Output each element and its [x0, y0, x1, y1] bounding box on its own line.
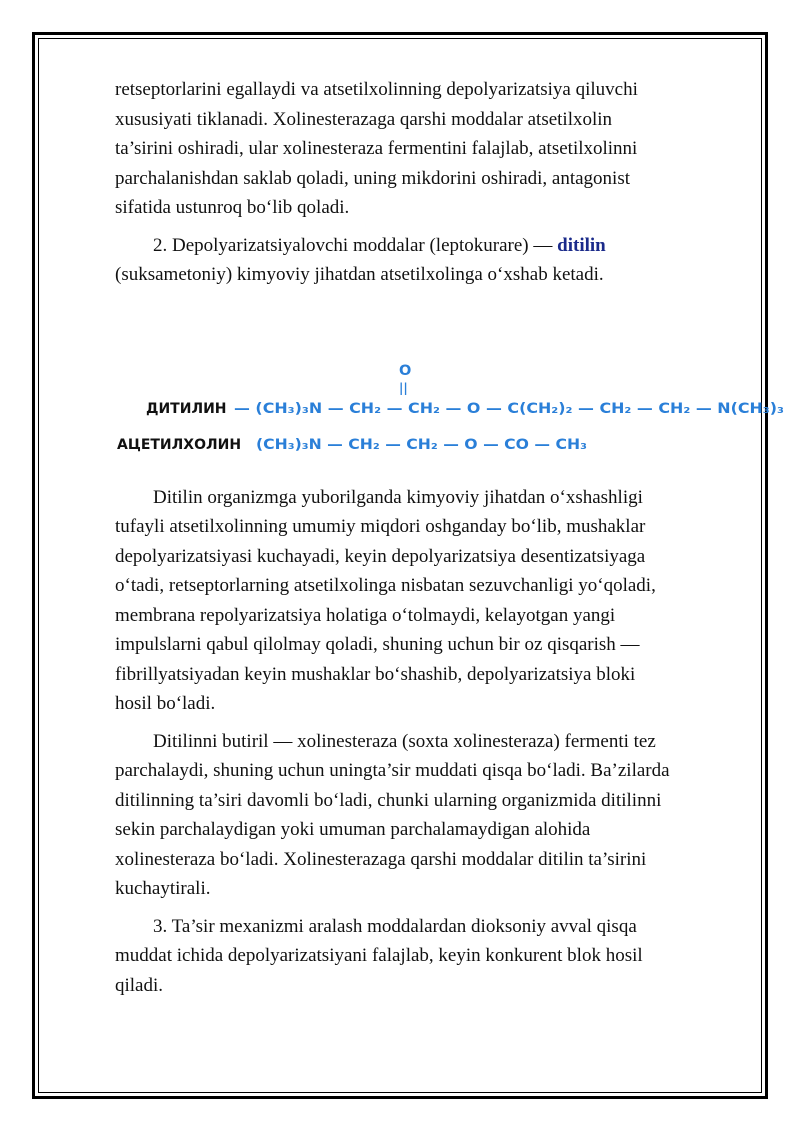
text-line [115, 231, 720, 261]
formula-space [115, 290, 720, 483]
paragraph-5 [115, 912, 720, 1001]
text-line: Ditilinni butiril — xolinesteraza (soxta xolinesteraza) fermenti tez [153, 730, 656, 752]
text-line: o‘tadi, retseptorlarning atsetilxolinga nisbatan sezuvchanligi yo‘qoladi, [115, 575, 656, 596]
paragraph-4 [115, 727, 720, 904]
text-line: parchalaydi, shuning uchun uningta’sir muddati qisqa bo‘ladi. Ba’zilarda [115, 760, 670, 781]
text-line: impulslarni qabul qilolmay qoladi, shuning uchun bir oz qisqarish — [115, 634, 640, 655]
document-body [115, 75, 720, 1000]
ditilin-formula: — (CH₃)₃N — CH₂ — CH₂ — O — C(CH₂)₂ — CH₂ — CH₂ — N(CH₃)₃ [234, 401, 784, 417]
double-bond-mark: || [399, 381, 408, 395]
text-line: tufayli atsetilxolinning umumiy miqdori oshganday bo‘lib, mushaklar [115, 516, 646, 537]
text-line: fibrillyatsiyadan keyin mushaklar bo‘shashib, depolyarizatsiya bloki [115, 663, 636, 685]
text-line: ditilinning ta’siri davomli bo‘ladi, chunki ularning organizmida ditilinni [115, 789, 662, 811]
text-line: ta’sirini oshiradi, ular xolinesteraza fermentini falajlab, atsetilxolinni [115, 138, 638, 159]
text-line: xolinesteraza bo‘ladi. Xolinesterazaga qarshi moddalar ditilin ta’sirini [115, 848, 647, 870]
text-line: membrana repolyarizatsiya holatiga o‘tolmaydi, kelayotgan yangi [115, 604, 616, 626]
ditilin-term: ditilin [557, 234, 606, 256]
text-span: 2. Depolyarizatsiyalovchi moddalar (leptokurare) — [153, 234, 558, 256]
text-line: kuchaytirali. [115, 878, 211, 899]
paragraph-3 [115, 483, 720, 719]
text-line: Ditilin organizmga yuborilganda kimyoviy jihatdan o‘xshashligi [153, 486, 643, 508]
acetylcholine-label: АЦЕТИЛХОЛИН [117, 437, 242, 453]
text-line: xususiyati tiklanadi. Xolinesterazaga qarshi moddalar atsetilxolin [115, 108, 613, 130]
text-line: sifatida ustunroq bo‘lib qoladi. [115, 197, 350, 218]
text-line: retseptorlarini egallaydi va atsetilxolinning depolyarizatsiya qiluvchi [115, 79, 638, 100]
text-line: (suksametoniy) kimyoviy jihatdan atsetilxolinga o‘xshab ketadi. [115, 264, 604, 285]
carbonyl-oxygen: O [399, 363, 412, 379]
ditilin-label: ДИТИЛИН [146, 401, 227, 417]
text-line: parchalanishdan saklab qoladi, uning mikdorini oshiradi, antagonist [115, 167, 631, 189]
text-line: 3. Ta’sir mexanizmi aralash moddalardan dioksoniy avval qisqa [153, 915, 637, 937]
acetylcholine-formula: (CH₃)₃N — CH₂ — CH₂ — O — CO — CH₃ [256, 437, 587, 453]
text-line: sekin parchalaydigan yoki umuman parchalamaydigan alohida [115, 819, 591, 840]
paragraph-1 [115, 75, 720, 223]
text-line: depolyarizatsiyasi kuchayadi, keyin depolyarizatsiya desentizatsiyaga [115, 545, 646, 567]
text-line: hosil bo‘ladi. [115, 693, 216, 714]
text-line: qiladi. [115, 974, 164, 996]
paragraph-2 [115, 231, 720, 290]
text-line: muddat ichida depolyarizatsiyani falajlab, keyin konkurent blok hosil [115, 945, 643, 966]
